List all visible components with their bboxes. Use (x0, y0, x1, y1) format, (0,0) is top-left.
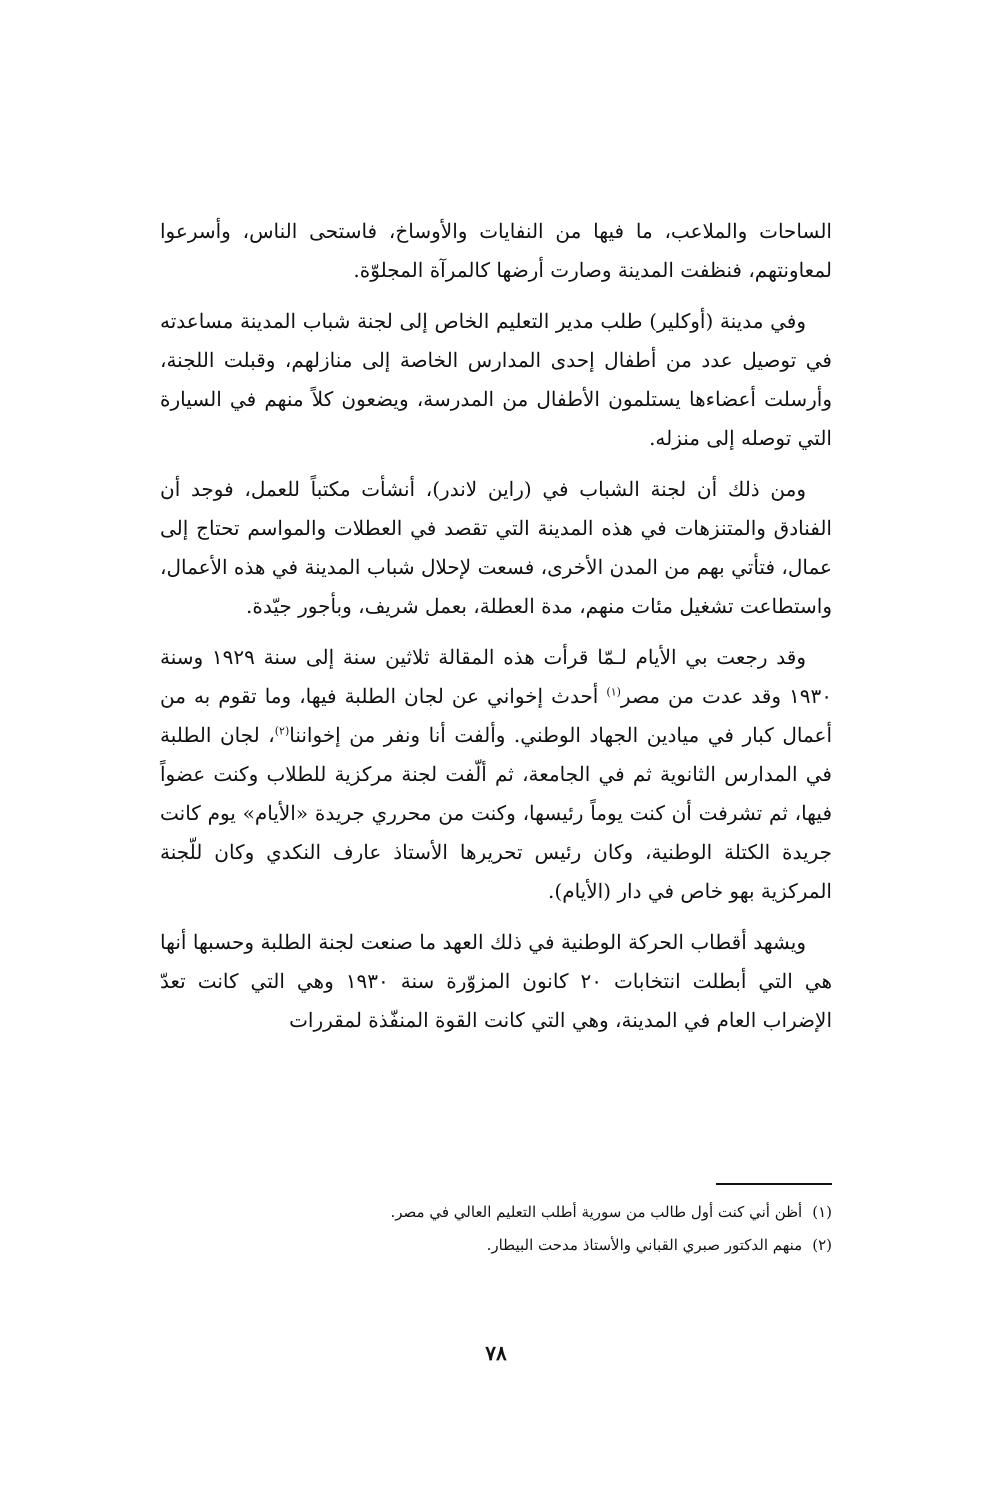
footnote-1-number: (١) (812, 1203, 832, 1221)
paragraph-4-part-2: أحدث إخواني عن لجان الطلبة فيها، وما تقوم به من أعمال كبار في ميادين الجهاد الوطني. وألفت أنا ونفر من إخواننا (160, 684, 833, 747)
footnote-mark-2: (٢) (274, 724, 290, 738)
footnote-divider (716, 1183, 832, 1185)
footnote-2-text: منهم الدكتور صبري القباني والأستاذ مدحت البيطار. (486, 1236, 803, 1254)
footnote-2-number: (٢) (812, 1236, 832, 1254)
footnote-1-text: أظن أني كنت أول طالب من سورية أطلب التعليم العالي في مصر. (390, 1203, 803, 1221)
paragraph-5: ويشهد أقطاب الحركة الوطنية في ذلك العهد ما صنعت لجنة الطلبة وحسبها أنها هي التي أبطلت انتخابات ٢٠ كانون المزوّرة سنة ١٩٣٠ وهي التي كانت تعدّ الإضراب العام في المدينة، وهي التي كانت القوة المنفّذة لمقررات (160, 930, 832, 1032)
paragraph-1: الساحات والملاعب، ما فيها من النفايات والأوساخ، فاستحى الناس، وأسرعوا لمعاونتهم، فنظفت المدينة وصارت أرضها كالمرآة المجلوّة. (160, 219, 832, 282)
footnotes (300, 1196, 832, 1262)
footnote-mark-1: (١) (606, 685, 621, 699)
footnote-1 (300, 1196, 832, 1229)
paragraph-4-part-3: ، لجان الطلبة في المدارس الثانوية ثم في الجامعة، ثم ألّفت لجنة مركزية للطلاب وكنت عضواً فيها، ثم تشرفت أن كنت يوماً رئيسها، وكنت من محرري جريدة «الأيام» يوم كانت جريدة الكتلة الوطنية، وكان رئيس تحريرها الأستاذ عارف النكدي وكان للّجنة المركزية بهو خاص في دار (الأيام). (160, 723, 832, 903)
body-text (160, 212, 832, 1052)
paragraph-4-part-1: وقد رجعت بي الأيام لـمّا قرأت هذه المقالة ثلاثين سنة إلى سنة ١٩٢٩ وسنة ١٩٣٠ وقد عدت من مصر (160, 645, 833, 708)
paragraph-3: ومن ذلك أن لجنة الشباب في (راين لاندر)، أنشأت مكتباً للعمل، فوجد أن الفنادق والمتنزهات في هذه المدينة التي تقصد في العطلات والمواسم تحتاج إلى عمال، فتأتي بهم من المدن الأخرى، فسعت لإحلال شباب المدينة في هذه الأعمال، واستطاعت تشغيل مئات منهم، مدة العطلة، بعمل شريف، وبأجور جيّدة. (160, 477, 832, 618)
paragraph-2: وفي مدينة (أوكلير) طلب مدير التعليم الخاص إلى لجنة شباب المدينة مساعدته في توصيل عدد من أطفال إحدى المدارس الخاصة إلى منازلهم، وقبلت اللجنة، وأرسلت أعضاءها يستلمون الأطفال من المدرسة، ويضعون كلاً منهم في السيارة التي توصله إلى منزله. (160, 309, 833, 450)
paragraph-4 (160, 638, 832, 911)
footnote-2 (300, 1229, 832, 1262)
page-number: ٧٨ (485, 1341, 507, 1365)
